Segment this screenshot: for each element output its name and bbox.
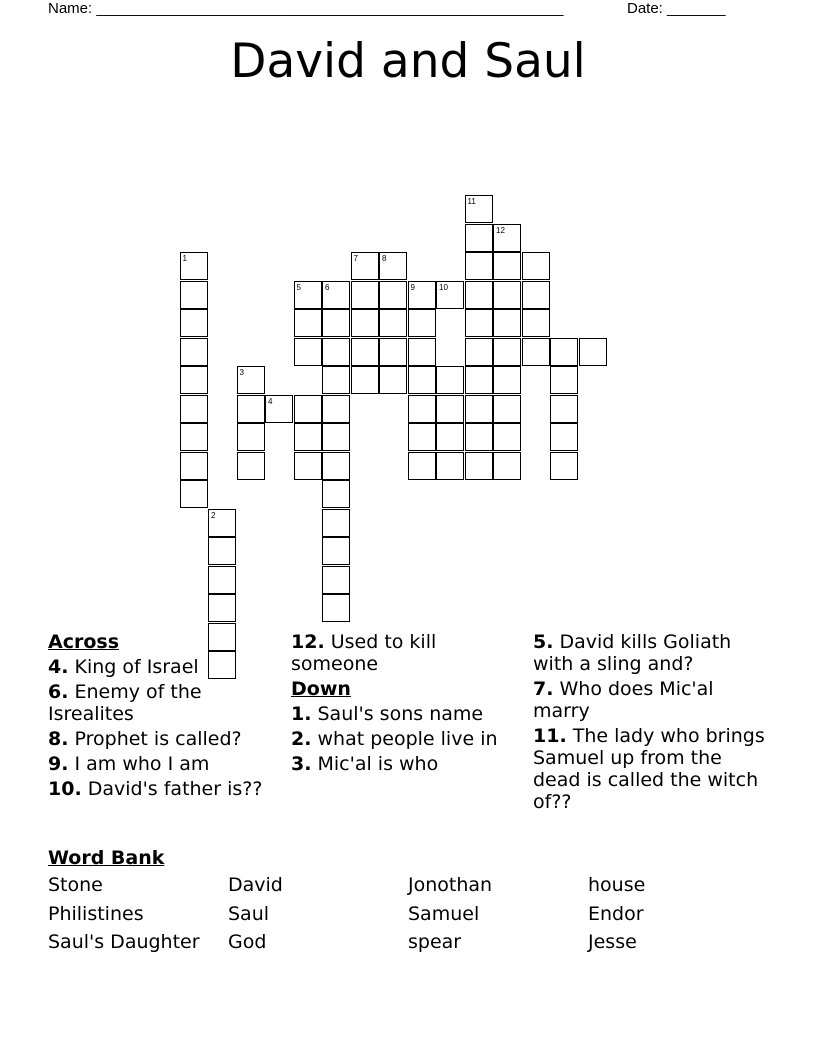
- grid-cell[interactable]: [379, 338, 407, 366]
- grid-cell[interactable]: [208, 566, 236, 594]
- grid-cell[interactable]: [322, 423, 350, 451]
- grid-cell[interactable]: [322, 395, 350, 423]
- word-bank-item: spear: [408, 931, 462, 953]
- grid-cell[interactable]: [465, 224, 493, 252]
- grid-cell[interactable]: [237, 395, 265, 423]
- grid-cell[interactable]: [550, 338, 578, 366]
- grid-cell[interactable]: [493, 252, 521, 280]
- clue-number: 10: [439, 282, 448, 292]
- down-clue-1: 1. Saul's sons name: [291, 703, 484, 725]
- grid-cell[interactable]: [237, 423, 265, 451]
- grid-cell[interactable]: [180, 281, 208, 309]
- grid-cell[interactable]: [351, 338, 379, 366]
- grid-cell[interactable]: [351, 281, 379, 309]
- grid-cell[interactable]: [180, 338, 208, 366]
- clue-number: 12: [496, 225, 505, 235]
- grid-cell[interactable]: [237, 452, 265, 480]
- grid-cell[interactable]: [408, 281, 436, 309]
- word-bank-item: Samuel: [408, 903, 480, 925]
- grid-cell[interactable]: [379, 366, 407, 394]
- grid-cell[interactable]: [351, 252, 379, 280]
- word-bank-item: Jesse: [588, 931, 637, 953]
- grid-cell[interactable]: [408, 452, 436, 480]
- word-bank-heading: Word Bank: [48, 847, 165, 869]
- grid-cell[interactable]: [322, 338, 350, 366]
- word-bank-item: David: [228, 874, 283, 896]
- grid-cell[interactable]: [465, 366, 493, 394]
- grid-cell[interactable]: [522, 252, 550, 280]
- grid-cell[interactable]: [465, 338, 493, 366]
- name-field-label[interactable]: Name: ________________________________________________________: [48, 0, 564, 17]
- grid-cell[interactable]: [493, 309, 521, 337]
- grid-cell[interactable]: [493, 338, 521, 366]
- grid-cell[interactable]: [294, 309, 322, 337]
- grid-cell[interactable]: [550, 395, 578, 423]
- across-clue-8: 8. Prophet is called?: [48, 728, 242, 750]
- grid-cell[interactable]: [294, 395, 322, 423]
- grid-cell[interactable]: [294, 452, 322, 480]
- across-clue-12: 12. Used to kill someone: [291, 631, 437, 675]
- grid-cell[interactable]: [550, 423, 578, 451]
- across-clue-9: 9. I am who I am: [48, 753, 210, 775]
- grid-cell[interactable]: [465, 309, 493, 337]
- down-clue-7: 7. Who does Mic'al marry: [533, 678, 714, 722]
- grid-cell[interactable]: [436, 366, 464, 394]
- grid-cell[interactable]: [322, 366, 350, 394]
- grid-cell[interactable]: [180, 452, 208, 480]
- grid-cell[interactable]: [237, 366, 265, 394]
- grid-cell[interactable]: [522, 338, 550, 366]
- grid-cell[interactable]: [322, 480, 350, 508]
- grid-cell[interactable]: [208, 509, 236, 537]
- grid-cell[interactable]: [436, 281, 464, 309]
- grid-cell[interactable]: [180, 252, 208, 280]
- grid-cell[interactable]: [322, 594, 350, 622]
- grid-cell[interactable]: [294, 423, 322, 451]
- grid-cell[interactable]: [493, 366, 521, 394]
- grid-cell[interactable]: [208, 594, 236, 622]
- page-title: David and Saul: [230, 34, 586, 89]
- grid-cell[interactable]: [493, 395, 521, 423]
- grid-cell[interactable]: [180, 480, 208, 508]
- word-bank-item: Jonothan: [408, 874, 493, 896]
- grid-cell[interactable]: [180, 423, 208, 451]
- word-bank-item: Saul: [228, 903, 270, 925]
- grid-cell[interactable]: [208, 537, 236, 565]
- across-clue-6: 6. Enemy of the Isrealites: [48, 681, 202, 725]
- down-clue-5: 5. David kills Goliath with a sling and?: [533, 631, 732, 675]
- grid-cell[interactable]: [465, 395, 493, 423]
- down-clue-2: 2. what people live in: [291, 728, 498, 750]
- grid-cell[interactable]: [379, 309, 407, 337]
- clues-column-1: [48, 631, 284, 803]
- grid-cell[interactable]: [493, 423, 521, 451]
- grid-cell[interactable]: [351, 366, 379, 394]
- clue-number: 7: [353, 254, 358, 263]
- grid-cell[interactable]: [180, 309, 208, 337]
- word-bank-item: Stone: [48, 874, 103, 896]
- across-heading: Across: [48, 631, 120, 653]
- grid-cell[interactable]: [322, 566, 350, 594]
- grid-cell[interactable]: [322, 309, 350, 337]
- grid-cell[interactable]: [522, 281, 550, 309]
- word-bank-item: God: [228, 931, 267, 953]
- grid-cell[interactable]: [294, 281, 322, 309]
- grid-cell[interactable]: [436, 395, 464, 423]
- word-bank-item: Philistines: [48, 903, 144, 925]
- grid-cell[interactable]: [579, 338, 607, 366]
- down-heading: Down: [291, 678, 351, 700]
- grid-cell[interactable]: [180, 366, 208, 394]
- grid-cell[interactable]: [465, 281, 493, 309]
- grid-cell[interactable]: [322, 452, 350, 480]
- clues-column-2: [291, 631, 527, 778]
- grid-cell[interactable]: [294, 338, 322, 366]
- word-bank-item: house: [588, 874, 646, 896]
- grid-cell[interactable]: [550, 366, 578, 394]
- clue-number: 4: [268, 396, 273, 406]
- grid-cell[interactable]: [408, 366, 436, 394]
- across-clue-10: 10. David's father is??: [48, 778, 263, 800]
- word-bank-item: Saul's Daughter: [48, 931, 200, 953]
- grid-cell[interactable]: [180, 395, 208, 423]
- word-bank-item: Endor: [588, 903, 644, 925]
- grid-cell[interactable]: [408, 423, 436, 451]
- grid-cell[interactable]: [493, 452, 521, 480]
- grid-cell[interactable]: [351, 309, 379, 337]
- across-clue-4: 4. King of Israel: [48, 656, 199, 678]
- grid-cell[interactable]: [265, 395, 293, 423]
- grid-cell[interactable]: [322, 509, 350, 537]
- grid-cell[interactable]: [465, 423, 493, 451]
- grid-cell[interactable]: [322, 281, 350, 309]
- grid-cell[interactable]: [493, 281, 521, 309]
- grid-cell[interactable]: [436, 423, 464, 451]
- grid-cell[interactable]: [465, 252, 493, 280]
- grid-cell[interactable]: [379, 252, 407, 280]
- grid-cell[interactable]: [465, 195, 493, 223]
- grid-cell[interactable]: [408, 309, 436, 337]
- clue-number: 3: [239, 368, 244, 377]
- clue-number: 8: [382, 254, 387, 263]
- grid-cell[interactable]: [408, 338, 436, 366]
- clue-number: 11: [467, 197, 476, 206]
- grid-cell[interactable]: [522, 309, 550, 337]
- date-field-label[interactable]: Date: _______: [627, 0, 726, 17]
- down-clue-3: 3. Mic'al is who: [291, 753, 439, 775]
- clues-column-3: [533, 631, 773, 816]
- grid-cell[interactable]: [465, 452, 493, 480]
- down-clue-11: 11. The lady who brings Samuel up from the dead is called the witch of??: [533, 725, 765, 813]
- clue-number: 6: [325, 282, 330, 292]
- grid-cell[interactable]: [322, 537, 350, 565]
- clue-number: 5: [296, 282, 301, 292]
- grid-cell[interactable]: [379, 281, 407, 309]
- grid-cell[interactable]: [408, 395, 436, 423]
- grid-cell[interactable]: [436, 452, 464, 480]
- clue-number: 9: [410, 282, 415, 292]
- grid-cell[interactable]: [493, 224, 521, 252]
- clue-number: 2: [211, 510, 216, 520]
- grid-cell[interactable]: [550, 452, 578, 480]
- clue-number: 1: [182, 254, 187, 263]
